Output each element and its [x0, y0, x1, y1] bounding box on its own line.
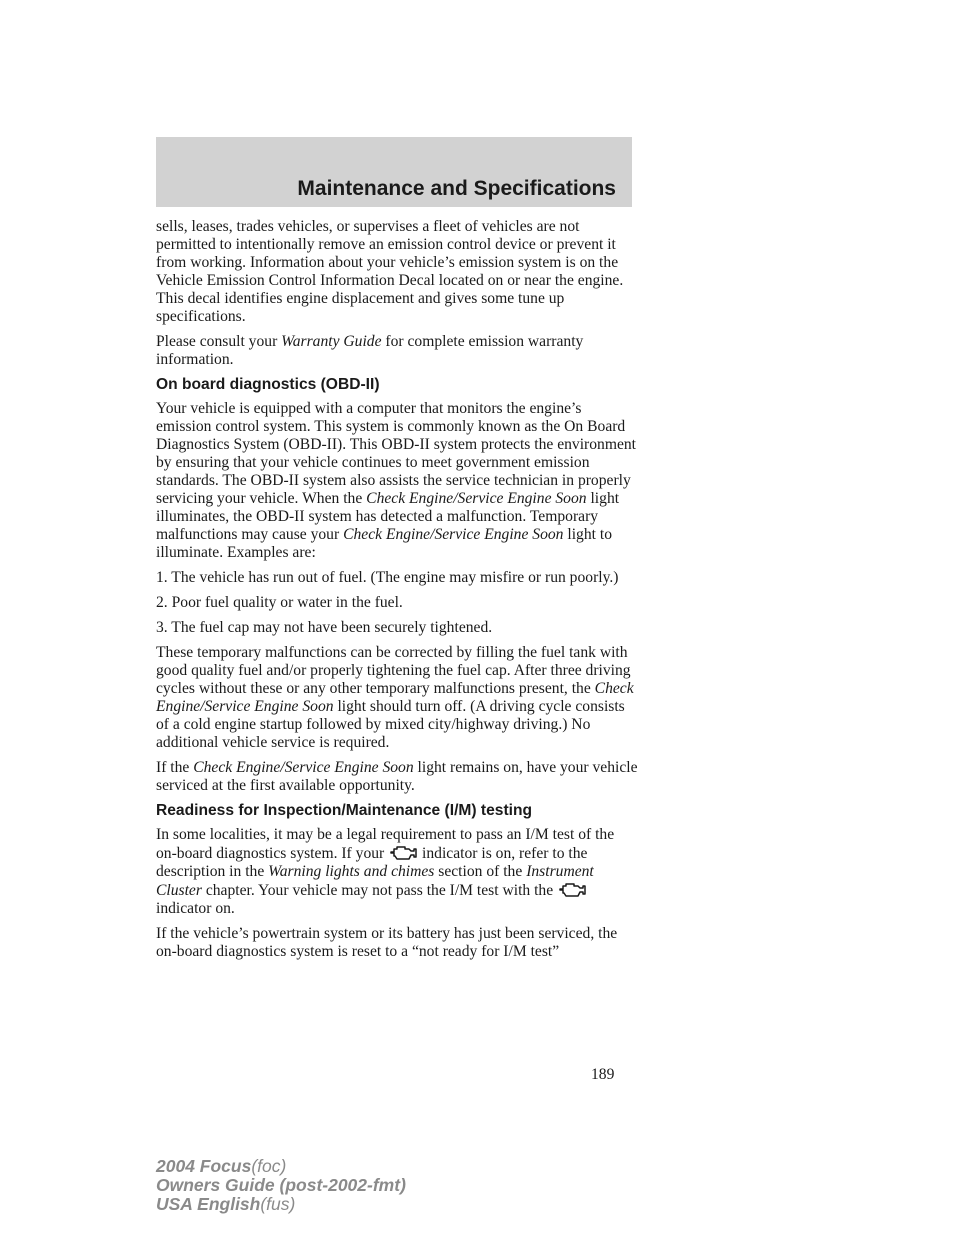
section-title: Maintenance and Specifications: [297, 177, 616, 200]
footer-line: Owners Guide (post-2002-fmt): [156, 1175, 406, 1195]
paragraph-obd-description: Your vehicle is equipped with a computer that monitors the engine’s emission control system. This system is commonly known as the On Board Diagnostics System (OBD-II). This OBD-II system protects the environment by ensuring that your vehicle continues to meet government emission standards. The OBD-II system also assists the service technician in properly servicing your vehicle. When the Check Engine/Service Engine Soon light illuminates, the OBD-II system has detected a malfunction. Temporary malfunctions may cause your Check Engine/Service Engine Soon light to illuminate. Examples are:: [156, 400, 637, 561]
list-item: 3. The fuel cap may not have been securely tightened.: [156, 619, 493, 636]
footer-line: 2004 Focus(foc): [156, 1156, 287, 1176]
section-header-bar: [156, 137, 632, 207]
page-number: 189: [591, 1066, 615, 1083]
paragraph-powertrain-reset: If the vehicle’s powertrain system or its battery has just been serviced, the on-board diagnostics system is reset to a “not ready for I/M test”: [156, 925, 618, 960]
paragraph-light-remains-on: If the Check Engine/Service Engine Soon light remains on, have your vehicle serviced at the first available opportunity.: [156, 759, 638, 794]
warning-lights-ref: Warning lights and chimes: [268, 863, 435, 880]
footer-line: USA English(fus): [156, 1194, 296, 1214]
list-item: 2. Poor fuel quality or water in the fuel.: [156, 594, 403, 611]
heading-obd-ii: On board diagnostics (OBD-II): [156, 376, 380, 393]
warranty-guide-ref: Warranty Guide: [281, 333, 382, 350]
heading-im-testing: Readiness for Inspection/Maintenance (I/M) testing: [156, 802, 533, 819]
footer-doc-info: [156, 1157, 406, 1214]
instrument-cluster-ref: Instrument Cluster: [156, 863, 594, 899]
paragraph-emission-devices: sells, leases, trades vehicles, or supervises a fleet of vehicles are not permitted to intentionally remove an emission control device or prevent it from working. Information about your vehicle’s emission system is on the Vehicle Emission Control Information Decal located on or near the engine. This decal identifies engine displacement and gives some tune up specifications.: [156, 218, 624, 325]
paragraph-warranty: Please consult your Warranty Guide for complete emission warranty information.: [156, 333, 584, 368]
check-engine-ref: Check Engine/Service Engine Soon: [343, 526, 564, 543]
paragraph-temporary-malfunctions: These temporary malfunctions can be corrected by filling the fuel tank with good quality fuel and/or properly tightening the fuel cap. After three driving cycles without these or any other temporary malfunctions present, the Check Engine/Service Engine Soon light should turn off. (A driving cycle consists of a cold engine startup followed by mixed city/highway driving.) No additional vehicle service is required.: [156, 644, 634, 751]
check-engine-icon: [557, 881, 587, 899]
check-engine-ref: Check Engine/Service Engine Soon: [156, 680, 634, 715]
check-engine-icon: [388, 844, 418, 862]
paragraph-im-test: In some localities, it may be a legal requirement to pass an I/M test of the on-board diagnostics system. If your indicator is on, refer to the description in the Warning lights and chimes section of the Instrument Cluster chapter. Your vehicle may not pass the I/M test with the indicator on.: [156, 826, 615, 917]
check-engine-ref: Check Engine/Service Engine Soon: [193, 759, 414, 776]
page-content: [156, 218, 638, 968]
list-item: 1. The vehicle has run out of fuel. (The engine may misfire or run poorly.): [156, 569, 619, 586]
check-engine-ref: Check Engine/Service Engine Soon: [366, 490, 587, 507]
